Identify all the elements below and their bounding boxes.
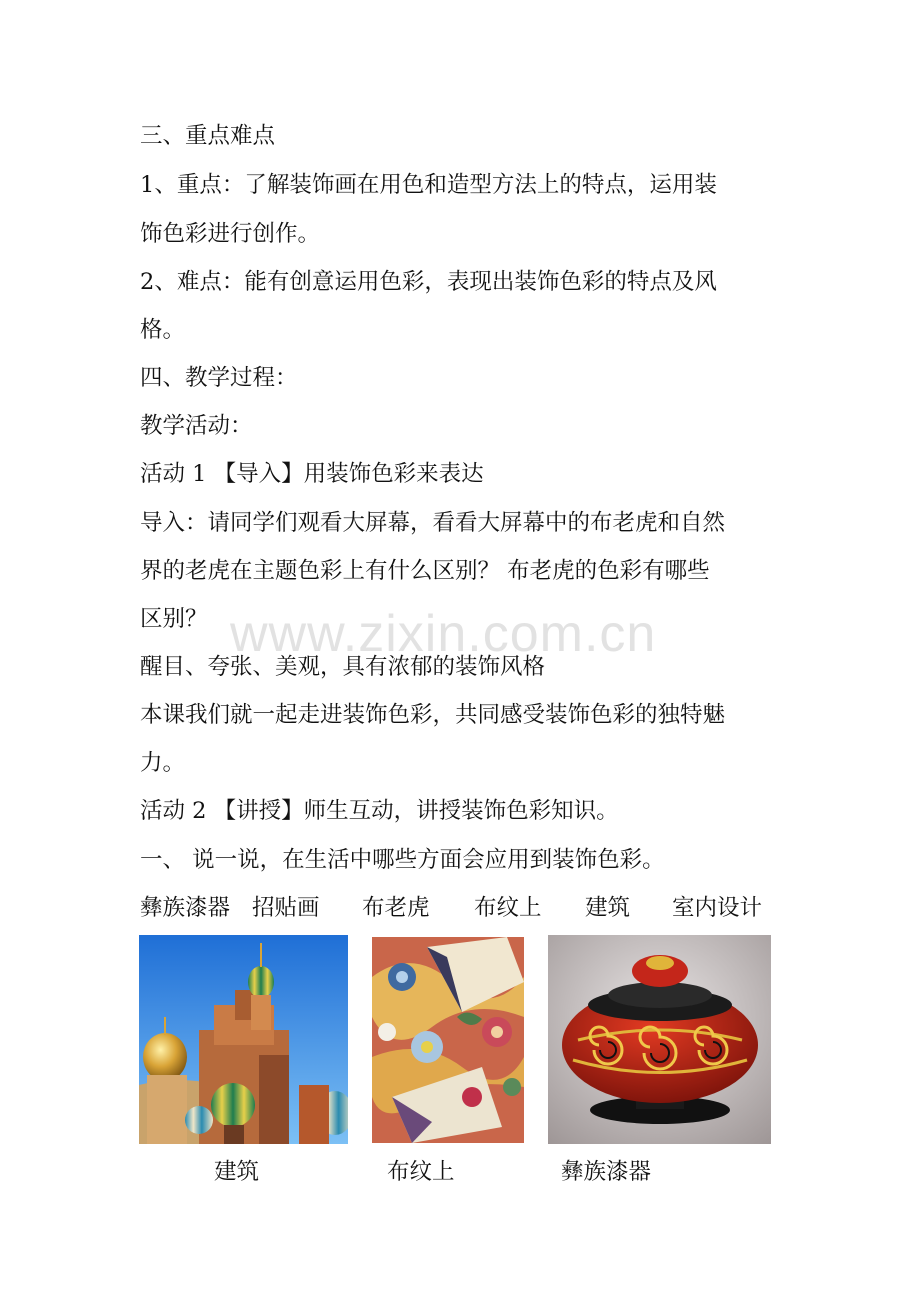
activity-2-title: 活动 2 【讲授】师生互动，讲授装饰色彩知识。 bbox=[140, 798, 619, 824]
text-line: 导入：请同学们观看大屏幕，看看大屏幕中的布老虎和自然 bbox=[140, 510, 726, 536]
category-label: 招贴画 bbox=[252, 895, 320, 921]
category-label: 建筑 bbox=[585, 895, 631, 921]
category-label: 室内设计 bbox=[672, 895, 763, 921]
category-label: 彝族漆器 bbox=[140, 895, 231, 921]
heading-key-points: 三、重点难点 bbox=[140, 123, 276, 149]
text-line: 一、 说一说，在生活中哪些方面会应用到装饰色彩。 bbox=[140, 847, 665, 873]
category-label: 布纹上 bbox=[474, 895, 542, 921]
lacquerware-photo bbox=[548, 935, 771, 1144]
text-line: 本课我们就一起走进装饰色彩，共同感受装饰色彩的独特魅 bbox=[140, 702, 726, 728]
caption-fabric: 布纹上 bbox=[387, 1159, 455, 1185]
text-line: 醒目、夸张、美观，具有浓郁的装饰风格 bbox=[140, 654, 546, 680]
watermark: www.zixin.com.cn bbox=[230, 605, 657, 663]
caption-architecture: 建筑 bbox=[214, 1159, 260, 1185]
text-line: 2、难点：能有创意运用色彩，表现出装饰色彩的特点及风 bbox=[140, 269, 717, 295]
text-line: 教学活动： bbox=[140, 413, 253, 439]
text-line: 区别？ bbox=[140, 606, 208, 632]
text-line: 力。 bbox=[140, 750, 186, 776]
fabric-pattern-photo bbox=[372, 937, 524, 1143]
category-row bbox=[0, 893, 920, 923]
caption-lacquerware: 彝族漆器 bbox=[561, 1159, 652, 1185]
activity-1-title: 活动 1 【导入】用装饰色彩来表达 bbox=[140, 461, 484, 487]
text-line: 界的老虎在主题色彩上有什么区别？ 布老虎的色彩有哪些 bbox=[140, 558, 710, 584]
architecture-photo bbox=[139, 935, 348, 1144]
text-line: 饰色彩进行创作。 bbox=[140, 221, 321, 247]
text-line: 格。 bbox=[140, 317, 186, 343]
text-line: 1、重点：了解装饰画在用色和造型方法上的特点，运用装 bbox=[140, 172, 717, 198]
heading-teaching-process: 四、教学过程： bbox=[140, 365, 298, 391]
category-label: 布老虎 bbox=[362, 895, 430, 921]
